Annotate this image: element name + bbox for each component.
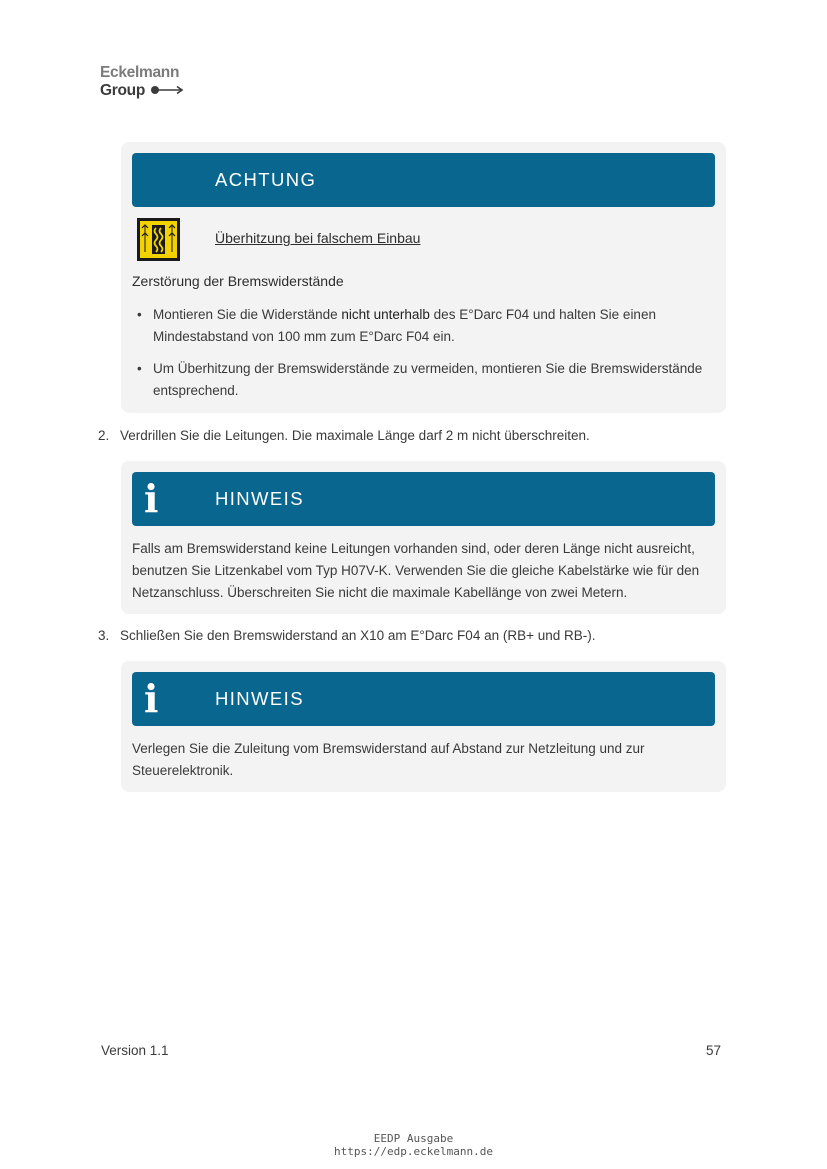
note-text: Falls am Bremswiderstand keine Leitungen vorhanden sind, oder deren Länge nicht ausreicht, benutzen Sie Litzenkabel vom Typ H07V-K. Verwenden Sie die gleiche Kabelstärke wie für den Netzanschluss. Überschreiten Sie nicht die maximale Kabellänge von zwei Metern. xyxy=(132,541,700,600)
warning-banner xyxy=(132,153,715,207)
list-item xyxy=(132,358,712,402)
bullet1-emphasis: nicht unterhalb xyxy=(341,307,430,322)
hazard-consequence: Zerstörung der Bremswiderstände xyxy=(132,273,344,289)
warning-box xyxy=(121,142,726,413)
note-text: Verlegen Sie die Zuleitung vom Bremswiderstand auf Abstand zur Netzleitung und zur Steuerelektronik. xyxy=(132,741,645,778)
note-banner xyxy=(132,472,715,526)
step-3 xyxy=(98,628,596,643)
step-2 xyxy=(98,428,590,443)
arrow-right-icon xyxy=(150,85,184,95)
step-text: Verdrillen Sie die Leitungen. Die maximale Länge darf 2 m nicht überschreiten. xyxy=(120,428,590,443)
step-text: Schließen Sie den Bremswiderstand an X10 am E°Darc F04 an (RB+ und RB-). xyxy=(120,628,596,643)
source-label: EEDP Ausgabe xyxy=(373,1132,454,1145)
note-box xyxy=(121,661,726,792)
footer-version: Version 1.1 xyxy=(101,1043,169,1058)
info-icon: i xyxy=(144,476,159,521)
logo-group-text: Group xyxy=(100,81,145,99)
note-box xyxy=(121,461,726,614)
warning-title: ACHTUNG xyxy=(215,169,317,190)
bullet2-text: Um Überhitzung der Bremswiderstände zu vermeiden, montieren Sie die Bremswiderstände entsprechend. xyxy=(153,361,703,398)
note-banner xyxy=(132,672,715,726)
hazard-heading: Überhitzung bei falschem Einbau xyxy=(215,230,421,246)
step-number: 3. xyxy=(98,628,110,643)
logo-name: Eckelmann xyxy=(100,64,180,81)
info-icon: i xyxy=(144,676,159,721)
bullet1-text: Montieren Sie die Widerstände xyxy=(153,307,342,322)
logo-group xyxy=(100,83,184,99)
note-title: HINWEIS xyxy=(215,688,304,709)
source-url[interactable]: https://edp.eckelmann.de xyxy=(334,1144,493,1158)
company-logo xyxy=(100,65,184,98)
hot-surface-warning-icon xyxy=(137,218,180,261)
list-item xyxy=(132,304,712,348)
page-number: 57 xyxy=(705,1043,721,1058)
source-footer xyxy=(0,1133,827,1158)
note-title: HINWEIS xyxy=(215,488,304,509)
warning-measures-list xyxy=(132,304,712,412)
bullet1-text-end: des E°Darc F04 und halten Sie einen Mindestabstand von 100 mm zum E°Darc F04 ein. xyxy=(153,307,656,344)
step-number: 2. xyxy=(98,428,110,443)
